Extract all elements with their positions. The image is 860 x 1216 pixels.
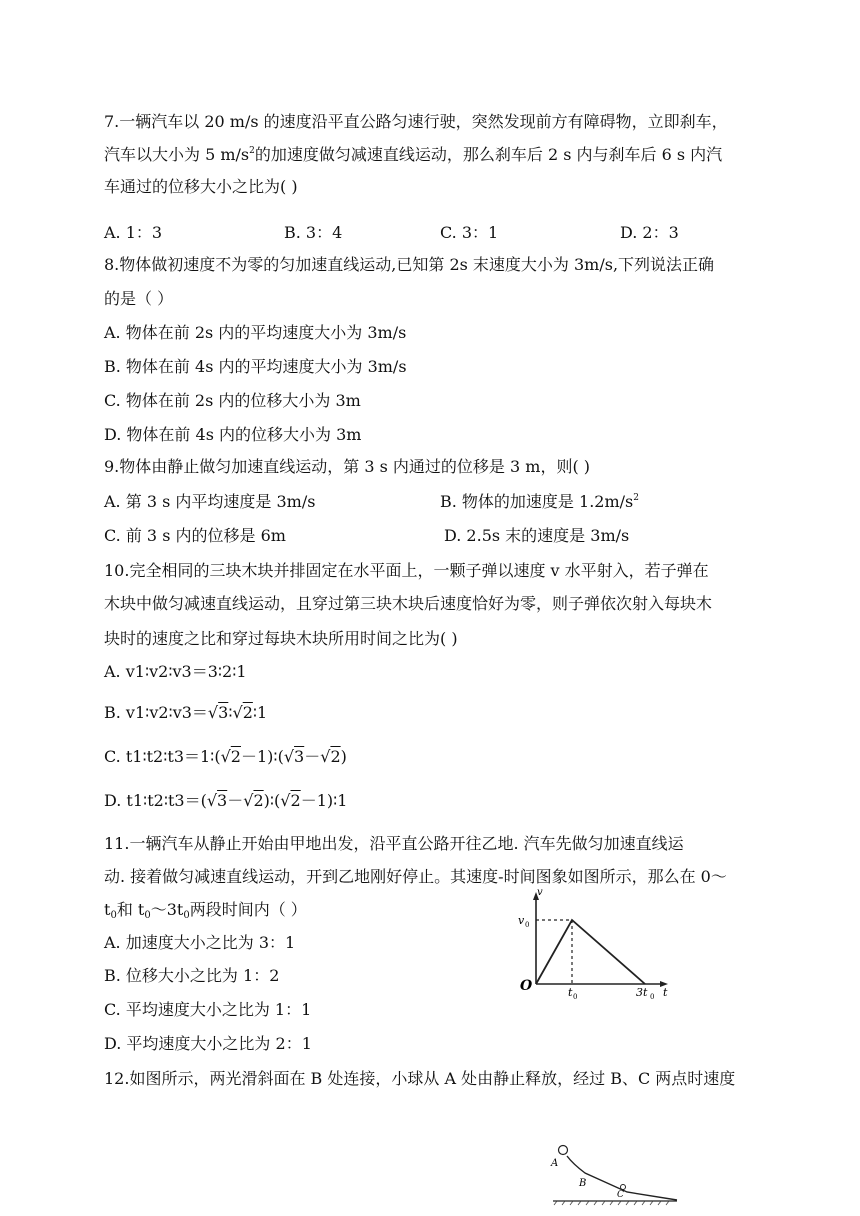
ratio-sep: ∶( — [273, 747, 284, 766]
q7-line-3: 车通过的位移大小之比为( ) — [104, 177, 298, 196]
q8-option-d: D. 物体在前 4s 内的位移大小为 3m — [104, 425, 362, 444]
q10-line-2: 木块中做匀减速直线运动，且穿过第三块木块后速度恰好为零，则子弹依次射入每块木 — [104, 594, 713, 613]
q7-exponent: 2 — [249, 146, 255, 156]
q8-option-b: B. 物体在前 4s 内的平均速度大小为 3m/s — [104, 357, 407, 376]
sqrt-sign: √ — [220, 747, 231, 766]
ratio-sep: ∶( — [269, 791, 281, 810]
q7-option-c: C. 3：1 — [440, 223, 499, 242]
tilde-text: ～3t — [150, 900, 184, 919]
q9-option-d: D. 2.5s 末的速度是 3m/s — [444, 526, 630, 545]
label-b: B — [579, 1178, 587, 1189]
q10-option-b — [104, 703, 267, 723]
ball-c-icon — [621, 1185, 626, 1190]
q8-line-2: 的是（ ） — [104, 289, 174, 308]
incline-figure — [545, 1140, 680, 1206]
minus-one: －1) — [240, 747, 274, 766]
ratio-sep: ∶ — [228, 703, 233, 722]
subscript: 0 — [183, 910, 190, 921]
3t0-subscript: 0 — [650, 993, 655, 1001]
q7-line-2a: 汽车以大小为 5 m/s — [104, 145, 250, 164]
sqrt-sign: √ — [243, 791, 254, 810]
sqrt-sign: √ — [280, 791, 291, 810]
q10-line-1: 10.完全相同的三块木块并排固定在水平面上，一颗子弹以速度 v 水平射入，若子弹在 — [104, 561, 709, 580]
ratio-sep: ∶ — [252, 703, 258, 722]
q7-option-a: A. 1：3 — [104, 223, 163, 242]
q11-option-a: A. 加速度大小之比为 3：1 — [104, 933, 296, 952]
radicand: 2 — [253, 791, 264, 810]
q10-option-a: A. v1∶v2∶v3＝3∶2∶1 — [104, 662, 247, 681]
q10-option-d-prefix: D. t1∶t2∶t3＝( — [104, 791, 207, 810]
q11-line-2: 动. 接着做匀减速直线运动，开到乙地刚好停止。其速度-时间图象如图所示，那么在 0～ — [104, 867, 727, 886]
axis-t-label: t — [663, 986, 668, 999]
q7-line-2 — [104, 145, 722, 165]
close-paren: ) — [263, 791, 270, 810]
q11-line-1: 11.一辆汽车从静止开始由甲地出发，沿平直公路开往乙地. 汽车先做匀加速直线运 — [104, 834, 684, 853]
q12-line-1: 12.如图所示，两光滑斜面在 B 处连接，小球从 A 处由静止释放，经过 B、C 两点时速度 — [104, 1069, 736, 1088]
q9-line-1: 9.物体由静止做匀加速直线运动，第 3 s 内通过的位移是 3 m，则( ) — [104, 457, 591, 476]
radicand: 2 — [290, 791, 301, 810]
sqrt-sign: √ — [207, 703, 219, 722]
q11-option-b: B. 位移大小之比为 1：2 — [104, 966, 280, 985]
q8-option-c: C. 物体在前 2s 内的位移大小为 3m — [104, 391, 361, 410]
q7-option-d: D. 2：3 — [620, 223, 679, 242]
q7-line-1: 7.一辆汽车以 20 m/s 的速度沿平直公路匀速行驶，突然发现前方有障碍物，立即刹车， — [104, 112, 728, 131]
subscript: 0 — [144, 910, 151, 921]
t-symbol: t — [104, 900, 111, 919]
radicand: 2 — [330, 747, 341, 766]
origin-label: O — [520, 978, 533, 994]
q10-option-d — [104, 791, 347, 811]
q9-option-b-exponent: 2 — [633, 493, 639, 503]
q7-line-2b: 的加速度做匀减速直线运动，那么刹车后 2 s 内与刹车后 6 s 内汽 — [254, 145, 723, 164]
q10-option-b-prefix: B. v1∶v2∶v3＝ — [104, 703, 208, 722]
sqrt-sign: √ — [320, 747, 331, 766]
q9-option-a: A. 第 3 s 内平均速度是 3m/s — [104, 492, 316, 511]
t0-label: t — [568, 986, 573, 999]
q8-option-a: A. 物体在前 2s 内的平均速度大小为 3m/s — [104, 323, 407, 342]
radicand: 3 — [294, 747, 305, 766]
label-c: C — [617, 1190, 624, 1200]
radicand: 3 — [217, 791, 228, 810]
radicand: 2 — [230, 747, 241, 766]
v0-subscript: 0 — [525, 921, 530, 929]
sqrt-sign: √ — [206, 791, 218, 810]
q11-option-d: D. 平均速度大小之比为 2：1 — [104, 1034, 312, 1053]
q11-line-3 — [104, 900, 307, 920]
q9-option-b-text: B. 物体的加速度是 1.2m/s — [440, 492, 634, 511]
axis-v-label: v — [537, 887, 543, 898]
minus-sign: － — [304, 747, 321, 766]
3t0-label: 3t — [636, 986, 648, 999]
v0-label: v — [518, 914, 525, 927]
q9-option-c: C. 前 3 s 内的位移是 6m — [104, 526, 286, 545]
q10-option-c-prefix: C. t1∶t2∶t3＝1∶( — [104, 747, 221, 766]
q11-option-c: C. 平均速度大小之比为 1：1 — [104, 1000, 312, 1019]
sqrt-sign: √ — [283, 747, 295, 766]
ball-icon — [559, 1146, 568, 1155]
subscript: 0 — [110, 910, 117, 921]
velocity-time-graph — [512, 884, 680, 1002]
ratio-tail: ∶1 — [333, 791, 348, 810]
q10-line-3: 块时的速度之比和穿过每块木块所用时间之比为( ) — [104, 629, 458, 648]
q9-option-b — [440, 492, 639, 512]
sqrt-sign: √ — [232, 703, 243, 722]
radicand: 2 — [242, 703, 253, 722]
and-text: 和 t — [116, 900, 145, 919]
ratio-one: 1 — [257, 703, 268, 722]
q7-option-b: B. 3：4 — [284, 223, 343, 242]
q10-option-c — [104, 747, 347, 767]
q8-line-1: 8.物体做初速度不为零的匀加速直线运动,已知第 2s 末速度大小为 3m/s,下列说法正确 — [104, 255, 715, 274]
t0-subscript: 0 — [573, 993, 578, 1001]
label-a: A — [551, 1158, 559, 1169]
minus-one: －1) — [300, 791, 334, 810]
radicand: 3 — [218, 703, 229, 722]
q11-line-3-end: 两段时间内（ ） — [189, 900, 307, 919]
close-paren: ) — [340, 747, 347, 766]
minus-sign: － — [227, 791, 244, 810]
